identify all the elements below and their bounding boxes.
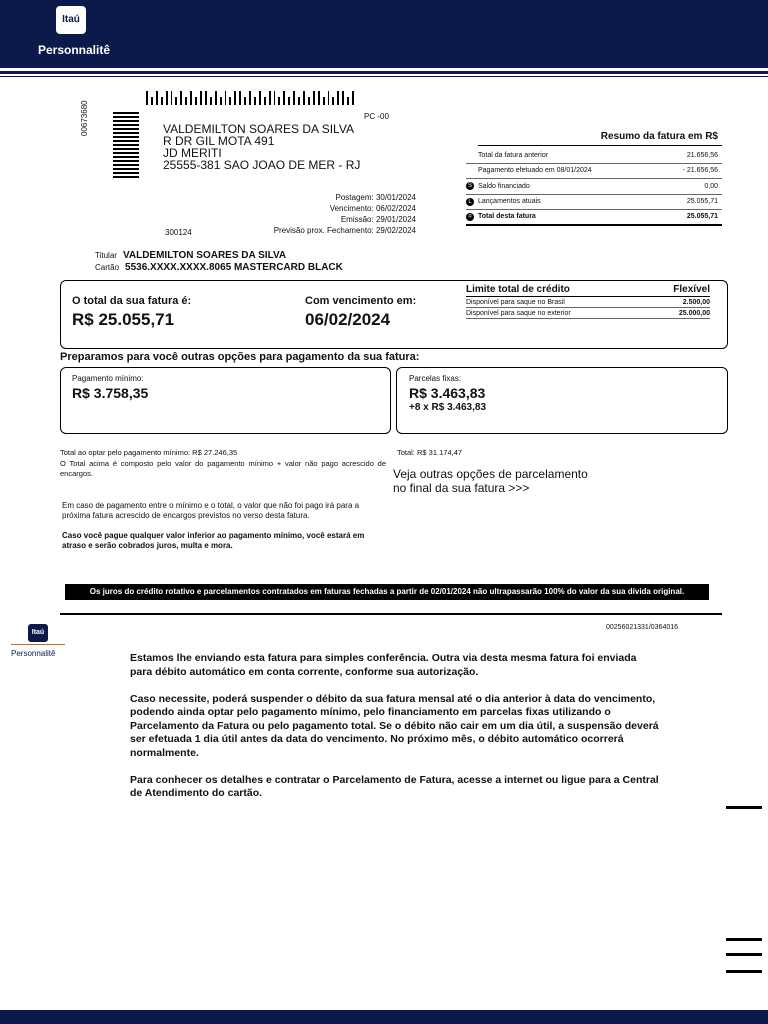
resumo-title: Resumo da fatura em R$ <box>600 131 718 142</box>
message-paragraph: Estamos lhe enviando esta fatura para simples conferência. Outra via desta mesma fatura foi enviada para débito automático em conta corrente, conforme sua autorização. <box>130 652 637 678</box>
titular-value: VALDEMILTON SOARES DA SILVA <box>122 250 287 261</box>
encargos-text: Em caso de pagamento entre o mínimo e o total, o valor que não foi pago irá para a próxima fatura acrescido de encargos previstos no verso desta fatura. <box>62 501 360 520</box>
fold-mark <box>726 806 762 809</box>
resumo-row-label: Total da fatura anterior <box>478 151 549 159</box>
limite-table <box>466 284 710 319</box>
brand-name-small: Personnalitê <box>11 649 56 658</box>
veja-line-2: no final da sua fatura >>> <box>393 481 530 495</box>
address-city: 25555-381 SAO JOAO DE MER - RJ <box>163 158 361 172</box>
limite-row-label: Disponível para saque no exterior <box>466 310 571 317</box>
resumo-row-value: - 21.656,56 <box>682 167 718 175</box>
vencimento-label: Com vencimento em: <box>305 295 417 307</box>
vencimento-value: 06/02/2024 <box>305 310 391 329</box>
parcelas-value: R$ 3.463,83 <box>409 385 486 401</box>
cartao-label: Cartão <box>95 263 120 272</box>
section-divider <box>60 613 722 615</box>
resumo-row <box>466 179 722 195</box>
message-paragraph: Caso necessite, poderá suspender o débito da sua fatura mensal até o dia anterior à data do vencimento, podendo ainda optar pelo pagamento mínimo, pelo financiamento em parcelas fixas utilizando o Parcelamento da Fatura ou pelo pagamento total. Se o débito não cair em um dia útil, a suspensão deverá ser efetuada 1 dia útil antes da data do vencimento. No próximo mês, o débito automático ocorrerá normalmente. <box>130 692 659 759</box>
cartao-value: 5536.XXXX.XXXX.8065 MASTERCARD BLACK <box>125 262 343 273</box>
itau-logo: Itaú <box>56 6 86 34</box>
postal-barcode <box>146 91 354 105</box>
resumo-row-label: Pagamento efetuado em 08/01/2024 <box>478 167 592 175</box>
limite-title: Limite total de crédito <box>466 284 570 295</box>
resumo-row-label: Saldo financiado <box>478 182 530 190</box>
pc-code: PC -00 <box>364 112 389 121</box>
date-previsao: Previsão prox. Fechamento: 29/02/2024 <box>273 226 416 235</box>
atraso-warning: Caso você pague qualquer valor inferior ao pagamento mínimo, você estará em atraso e serão cobrados juros, multa e mora. <box>62 531 365 550</box>
limite-row-value: 2.500,00 <box>682 299 710 306</box>
total-label: O total da sua fatura é: <box>72 295 192 307</box>
side-code: 00673680 <box>80 100 89 136</box>
opcoes-title: Preparamos para você outras opções para pagamento da sua fatura: <box>60 351 420 363</box>
reference-code: 300124 <box>165 228 192 237</box>
address-district: JD MERITI <box>163 146 222 160</box>
date-postagem: Postagem: 30/01/2024 <box>335 193 416 202</box>
itau-logo-small: Itaú <box>28 624 48 642</box>
minimo-value: R$ 3.758,35 <box>72 385 149 401</box>
obs-minimo-text: O Total acima é composto pelo valor do pagamento mínimo + valor não pago acrescido de encargos. <box>60 459 386 478</box>
message-block <box>130 652 660 814</box>
minimo-label: Pagamento mínimo: <box>72 374 144 383</box>
resumo-row-value: 21.656,56 <box>686 151 718 159</box>
lancamentos-icon: L <box>466 198 474 206</box>
brand-name: Personnalitê <box>38 43 111 57</box>
limite-row <box>466 297 710 308</box>
mailing-address <box>163 123 360 171</box>
total-value: R$ 25.055,71 <box>72 310 175 329</box>
resumo-row-label: Lançamentos atuais <box>478 198 541 206</box>
total-minimo-text: Total ao optar pelo pagamento mínimo: R$ 27.246,35 <box>60 448 238 457</box>
dates-block <box>266 192 416 236</box>
limite-row <box>466 308 710 319</box>
resumo-row <box>466 195 722 211</box>
resumo-row-value: 25.055,71 <box>686 198 718 206</box>
footer-bar <box>0 1010 768 1024</box>
resumo-row-total <box>466 210 722 226</box>
parcelas-label: Parcelas fixas: <box>409 374 462 383</box>
page-header <box>0 0 768 68</box>
resumo-divider <box>478 145 722 146</box>
resumo-row <box>466 148 722 164</box>
resumo-row-value: 0,00 <box>704 182 718 190</box>
resumo-table <box>466 148 722 226</box>
limite-row-label: Disponível para saque no Brasil <box>466 299 565 306</box>
header-stripe <box>0 71 768 74</box>
side-barcode <box>113 112 139 178</box>
message-paragraph: Para conhecer os detalhes e contratar o Parcelamento de Fatura, acesse a internet ou ligue para a Central de Atendimento do cartão. <box>130 773 659 799</box>
total-parcelas-text: Total: R$ 31.174,47 <box>397 448 463 457</box>
fold-mark <box>726 970 762 973</box>
date-emissao: Emissão: 29/01/2024 <box>340 215 416 224</box>
equals-icon: = <box>466 213 474 221</box>
resumo-row <box>466 164 722 180</box>
logo-underline <box>11 644 65 645</box>
resumo-row-value: 25.055,71 <box>686 213 718 221</box>
veja-line-1: Veja outras opções de parcelamento <box>393 467 588 481</box>
address-name: VALDEMILTON SOARES DA SILVA <box>163 122 354 136</box>
fold-mark <box>726 953 762 956</box>
limite-type: Flexível <box>673 284 710 295</box>
juros-banner: Os juros do crédito rotativo e parcelamentos contratados em faturas fechadas a partir de 02/01/2024 não ultrapassarão 100% do valor da sua dívida original. <box>65 584 709 600</box>
veja-outras-opcoes <box>393 467 588 495</box>
parcelas-subvalue: +8 x R$ 3.463,83 <box>409 402 487 413</box>
titular-block <box>95 250 343 274</box>
fold-mark <box>726 938 762 941</box>
document-code: 00256021331/0364016 <box>606 624 679 631</box>
header-stripe-thin <box>0 76 768 77</box>
address-street: R DR GIL MOTA 491 <box>163 134 275 148</box>
saldo-icon: S <box>467 183 472 190</box>
date-vencimento: Vencimento: 06/02/2024 <box>329 204 416 213</box>
limite-row-value: 25.000,00 <box>678 310 710 317</box>
titular-label: Titular <box>95 251 117 260</box>
resumo-row-label: Total desta fatura <box>478 213 536 221</box>
